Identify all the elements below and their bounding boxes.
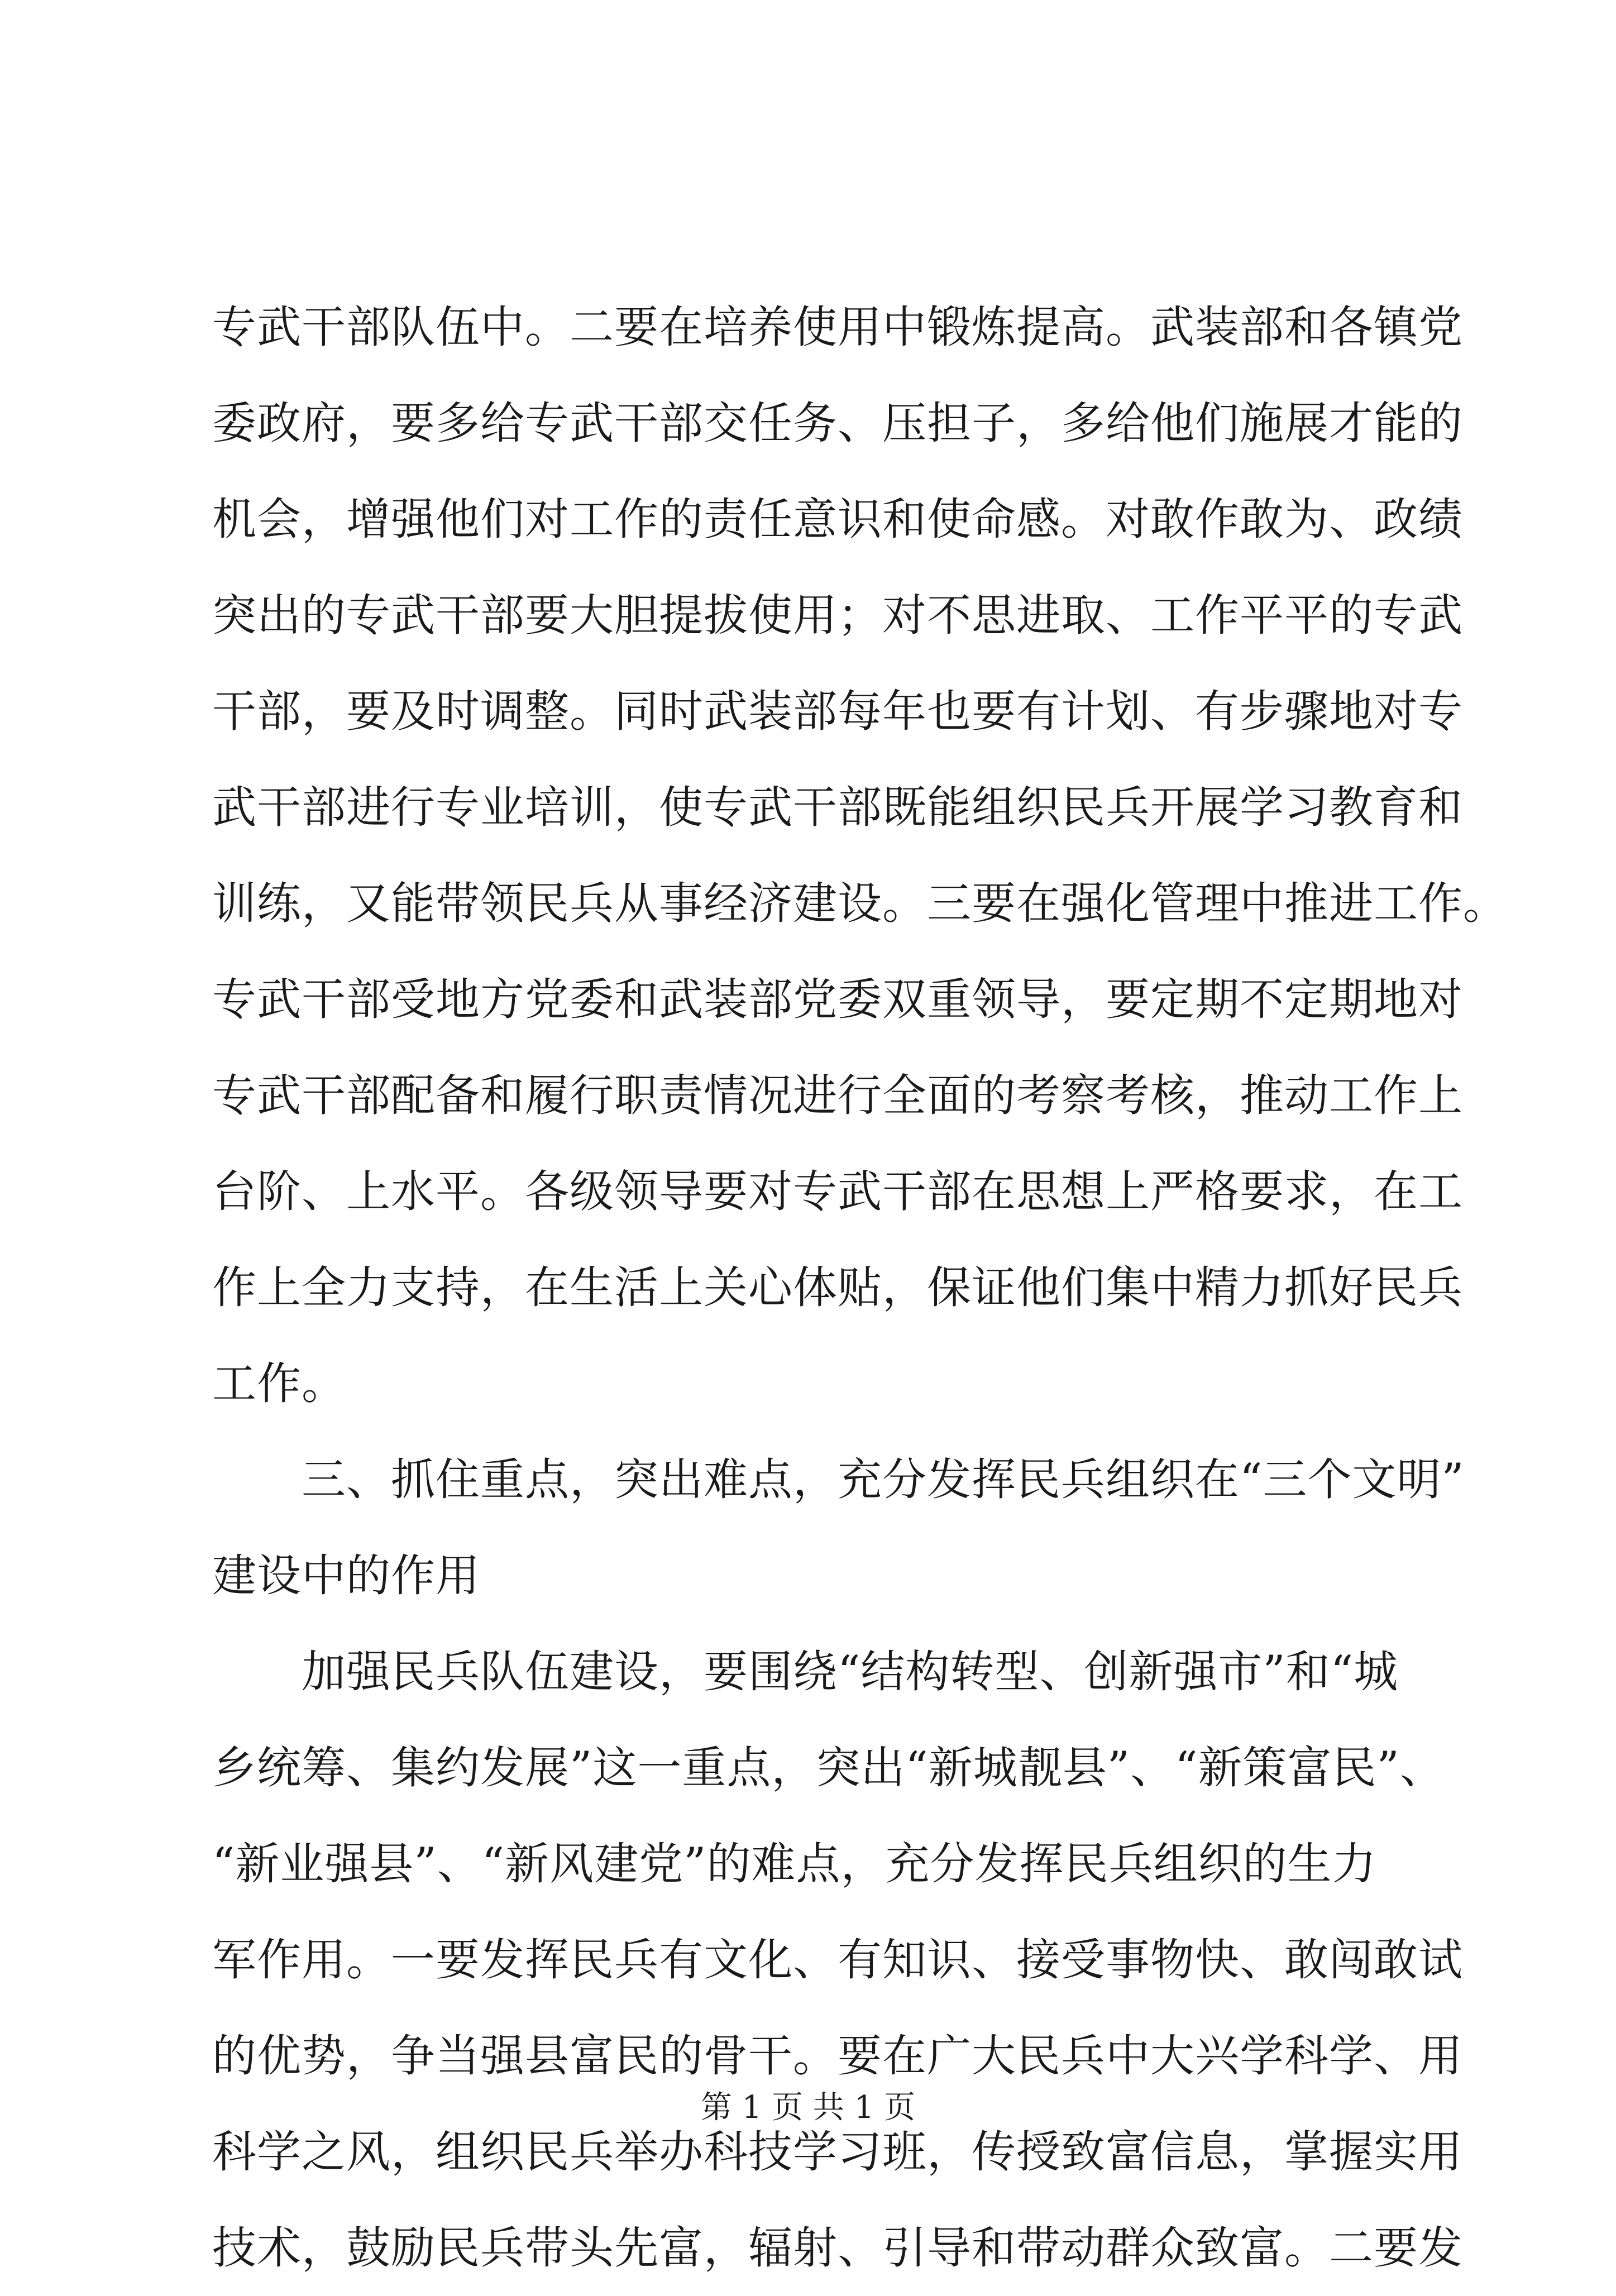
text-line: 乡统筹、集约发展”这一重点，突出“新城靓县”、“新策富民”、 [212,1742,1445,1793]
text-line: 工作。 [212,1358,346,1409]
text-line: 干部，要及时调整。同时武装部每年也要有计划、有步骤地对专 [212,686,1463,737]
text-line: 三、抓住重点，突出难点，充分发挥民兵组织在“三个文明” [302,1454,1465,1505]
document-body [212,279,1508,2296]
text-line: 专武干部队伍中。二要在培养使用中锻炼提高。武装部和各镇党 [212,302,1463,353]
text-line: 武干部进行专业培训，使专武干部既能组织民兵开展学习教育和 [212,782,1463,833]
text-line: 突出的专武干部要大胆提拔使用；对不思进取、工作平平的专武 [212,590,1463,641]
text-line: 台阶、上水平。各级领导要对专武干部在思想上严格要求，在工 [212,1166,1463,1217]
text-line: 作上全力支持，在生活上关心体贴，保证他们集中精力抓好民兵 [212,1262,1463,1313]
text-line: “新业强县”、“新风建党”的难点，充分发挥民兵组织的生力 [212,1838,1377,1890]
text-line: 专武干部受地方党委和武装部党委双重领导，要定期不定期地对 [212,974,1463,1025]
text-line: 科学之风，组织民兵举办科技学习班，传授致富信息，掌握实用 [212,2126,1463,2178]
text-line: 的优势，争当强县富民的骨干。要在广大民兵中大兴学科学、用 [212,2030,1463,2082]
text-line: 训练，又能带领民兵从事经济建设。三要在强化管理中推进工作。 [212,878,1508,929]
text-line: 加强民兵队伍建设，要围绕“结构转型、创新强市”和“城 [302,1646,1399,1697]
text-line: 建设中的作用 [212,1550,480,1601]
text-line: 技术，鼓励民兵带头先富，辐射、引导和带动群众致富。二要发 [212,2222,1463,2274]
text-line: 专武干部配备和履行职责情况进行全面的考察考核，推动工作上 [212,1070,1463,1121]
text-line: 机会，增强他们对工作的责任意识和使命感。对敢作敢为、政绩 [212,494,1463,545]
text-line: 委政府，要多给专武干部交任务、压担子，多给他们施展才能的 [212,398,1463,449]
page-footer: 第 1 页 共 1 页 [700,2089,916,2126]
text-line: 军作用。一要发挥民兵有文化、有知识、接受事物快、敢闯敢试 [212,1934,1463,1986]
